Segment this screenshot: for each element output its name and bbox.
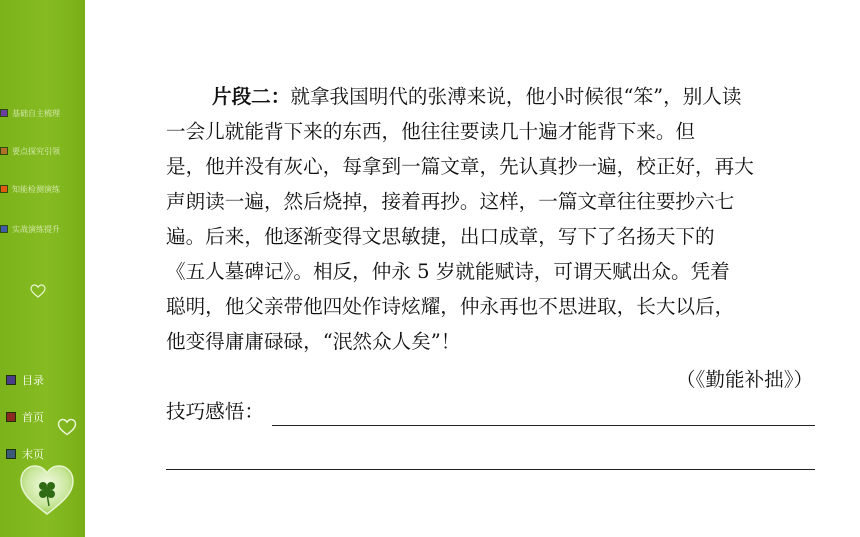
nav-item-label: 基础自主梳理: [12, 108, 60, 118]
nav-first-page-label: 首页: [22, 411, 44, 424]
clover-heart-icon: [18, 463, 76, 517]
nav-item-drill[interactable]: [0, 222, 60, 236]
passage-source: （《勤能补拙》）: [676, 368, 814, 391]
nav-square-icon: [6, 375, 16, 385]
answer-line[interactable]: [166, 469, 815, 470]
nav-square-icon: [6, 412, 16, 422]
passage-line: 遍。后来，他逐渐变得文思敏捷，出口成章，写下了名扬天下的: [166, 225, 715, 248]
passage-line: 他变得庸庸碌碌，“泯然众人矣”！: [166, 330, 461, 353]
passage-line: 声朗读一遍，然后烧掉，接着再抄。这样，一篇文章往往要抄六七: [166, 190, 735, 213]
prompt-label: 技巧感悟：: [166, 400, 264, 423]
nav-last-page-button[interactable]: [6, 446, 44, 462]
answer-line[interactable]: [272, 425, 815, 426]
passage-line: 一会儿就能背下来的东西，他往往要读几十遍才能背下来。但: [166, 120, 696, 143]
nav-square-icon: [0, 225, 8, 233]
nav-item-label: 知能检测演练: [12, 184, 60, 194]
passage-line: [212, 82, 741, 112]
passage-heading: 片段二：: [212, 85, 291, 108]
nav-square-icon: [0, 147, 8, 155]
passage-line-text: 就拿我国明代的张溥来说，他小时候很“笨”，别人读: [290, 85, 742, 108]
passage-line: 是，他并没有灰心，每拿到一篇文章，先认真抄一遍，校正好，再大: [166, 155, 754, 178]
passage-line: 聪明，他父亲带他四处作诗炫耀，仲永再也不思进取，长大以后，: [166, 295, 735, 318]
sidebar: [0, 0, 85, 537]
nav-square-icon: [0, 109, 8, 117]
nav-square-icon: [6, 449, 16, 459]
small-heart-icon: [30, 284, 46, 298]
nav-item-label: 要点探究引领: [12, 146, 60, 156]
nav-contents-button[interactable]: [6, 372, 44, 388]
nav-contents-label: 目录: [22, 374, 44, 387]
nav-item-key-points[interactable]: [0, 144, 60, 158]
nav-item-basics[interactable]: [0, 106, 60, 120]
nav-item-label: 实战演练提升: [12, 224, 60, 234]
nav-item-practice[interactable]: [0, 182, 60, 196]
nav-first-page-button[interactable]: [6, 409, 44, 425]
small-heart-icon: [57, 418, 77, 436]
nav-square-icon: [0, 185, 8, 193]
passage-line: 《五人墓碑记》。相反，仲永 5 岁就能赋诗，可谓天赋出众。凭着: [166, 260, 730, 283]
nav-last-page-label: 末页: [22, 448, 44, 461]
